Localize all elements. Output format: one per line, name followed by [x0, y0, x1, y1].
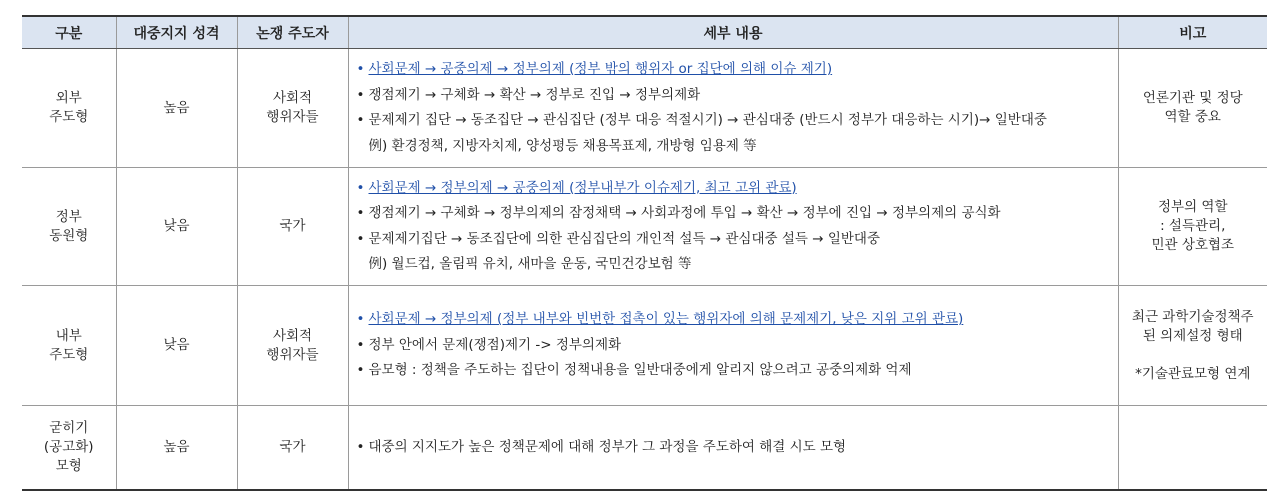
bullet-icon: • — [356, 438, 365, 455]
type-label: 외부 주도형 — [49, 90, 89, 125]
example-line: 例) 환경정책, 지방자치제, 양성평등 채용목표제, 개방형 임용제 等 — [368, 137, 757, 154]
detail-line: • 쟁점제기 → 구체화 → 정부의제의 잠정채택 → 사회과정에 투입 → 확산 → 정부에 진입 → 정부의제의 공식화 — [357, 201, 1114, 227]
table-row — [22, 49, 1267, 168]
support-cell: 높음 — [116, 49, 237, 168]
support-cell: 높음 — [116, 406, 237, 490]
table-row — [22, 406, 1267, 490]
detail-line: • 정부 안에서 문제(쟁점)제기 -> 정부의제화 — [357, 333, 1114, 359]
leader-cell — [237, 406, 348, 490]
detail-line: • 음모형 : 정책을 주도하는 집단이 정책내용을 일반대중에게 알리지 않으려고 공중의제화 억제 — [357, 358, 1114, 384]
details-cell — [348, 168, 1118, 286]
leader-label: 국가 — [279, 218, 306, 234]
note-label: 최근 과학기술정책주 된 의제설정 형태 *기술관료모형 연계 — [1131, 308, 1254, 382]
details-cell — [348, 286, 1118, 406]
details-cell — [348, 49, 1118, 168]
note-label: 언론기관 및 정당 역할 중요 — [1142, 90, 1243, 125]
type-cell — [22, 406, 116, 490]
note-cell — [1118, 406, 1267, 490]
header-type: 구분 — [22, 16, 116, 49]
note-cell — [1118, 168, 1267, 286]
bullet-icon: • — [356, 179, 365, 196]
bullet-icon: • — [356, 61, 365, 77]
detail-line: • 대중의 지지도가 높은 정책문제에 대해 정부가 그 과정을 주도하여 해결 시도 모형 — [357, 435, 1114, 461]
bullet-icon: • — [356, 112, 365, 128]
details-cell — [348, 406, 1118, 490]
agenda-setting-table — [22, 15, 1267, 491]
leader-cell — [237, 286, 348, 406]
note-label: 정부의 역할 : 설득관리, 민관 상호협조 — [1151, 199, 1235, 253]
header-note: 비고 — [1118, 16, 1267, 49]
bullet-icon: • — [356, 336, 365, 353]
leader-cell — [237, 49, 348, 168]
detail-line: • 사회문제 → 공중의제 → 정부의제 (정부 밖의 행위자 or 집단에 의해 이슈 제기) — [357, 57, 1114, 83]
bullet-icon: • — [356, 362, 365, 379]
bullet-icon: • — [356, 230, 365, 247]
detail-line: • 쟁점제기 → 구체화 → 확산 → 정부로 진입 → 정부의제화 — [357, 83, 1114, 109]
support-cell: 낮음 — [116, 286, 237, 406]
bullet-icon: • — [356, 205, 365, 221]
type-label: 정부 동원형 — [49, 208, 89, 244]
note-cell — [1118, 286, 1267, 406]
header-support: 대중지지 성격 — [116, 16, 237, 49]
type-cell — [22, 286, 116, 406]
detail-line: • 문제제기집단 → 동조집단에 의한 관심집단의 개인적 설득 → 관심대중 설득 → 일반대중 — [357, 227, 1114, 253]
bullet-icon: • — [356, 86, 365, 103]
bullet-icon: • — [356, 311, 365, 328]
detail-line: • 문제제기 집단 → 동조집단 → 관심집단 (정부 대응 적절시기) → 관심대중 (반드시 정부가 대응하는 시기)→ 일반대중 — [357, 108, 1114, 134]
note-cell — [1118, 49, 1267, 168]
type-cell — [22, 168, 116, 286]
header-row — [22, 16, 1267, 49]
type-label: 내부 주도형 — [49, 327, 89, 363]
table-row — [22, 286, 1267, 406]
header-leader: 논쟁 주도자 — [237, 16, 348, 49]
table-row — [22, 168, 1267, 286]
type-cell — [22, 49, 116, 168]
example-line: 例) 월드컵, 올림픽 유치, 새마을 운동, 국민건강보험 等 — [368, 256, 692, 272]
leader-label: 사회적 행위자들 — [266, 90, 319, 125]
type-label: 굳히기 (공고화) 모형 — [43, 419, 94, 474]
leader-label: 국가 — [279, 438, 306, 455]
leader-cell — [237, 168, 348, 286]
leader-label: 사회적 행위자들 — [266, 327, 319, 363]
support-cell: 낮음 — [116, 168, 237, 286]
header-details: 세부 내용 — [348, 16, 1118, 49]
detail-line: • 사회문제 → 정부의제 → 공중의제 (정부내부가 이슈제기, 최고 고위 관료) — [357, 176, 1114, 202]
detail-line: • 사회문제 → 정부의제 (정부 내부와 빈번한 접촉이 있는 행위자에 의해 문제제기, 낮은 지위 고위 관료) — [357, 307, 1114, 333]
